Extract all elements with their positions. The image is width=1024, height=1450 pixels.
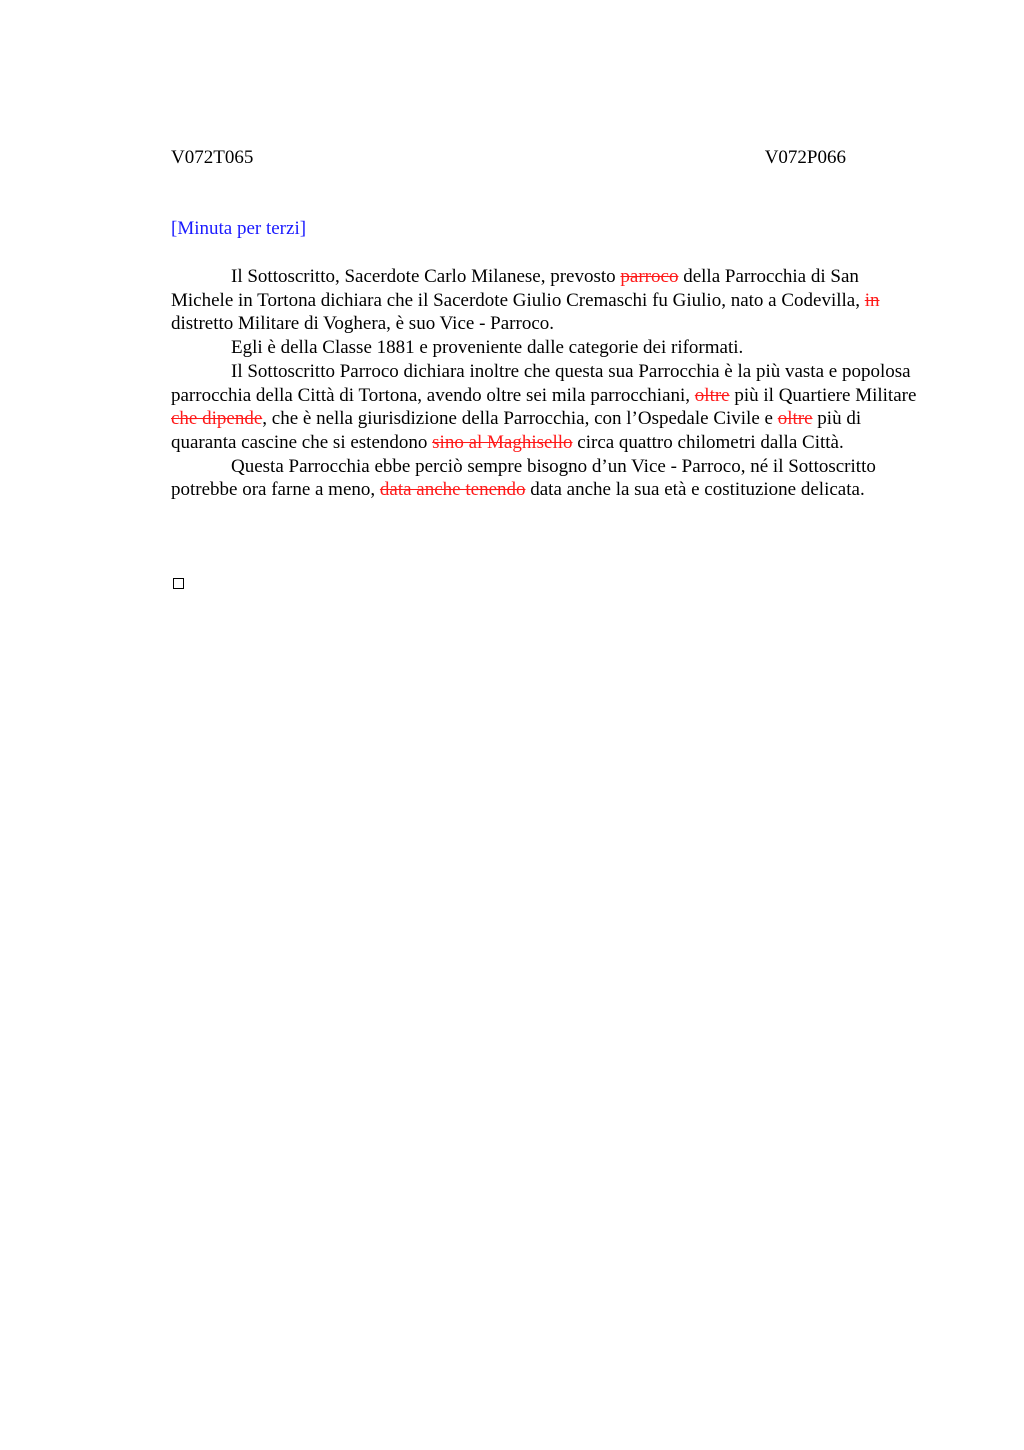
- deleted-text: data anche tenendo: [379, 479, 526, 501]
- text-segment: Egli è della Classe 1881 e proveniente dalle categorie dei riformati.: [231, 337, 744, 359]
- editorial-note: [Minuta per terzi]: [171, 218, 307, 239]
- text-segment: della Parrocchia di San Michele in Tortona dichiara che il Sacerdote Giulio Cremaschi fu Giulio, nato a Codevilla,: [171, 266, 865, 311]
- text-segment: Questa Parrocchia ebbe perciò sempre bisogno d’un Vice - Parroco, né il Sottoscritto potrebbe ora farne a meno,: [171, 455, 876, 501]
- body-paragraph: [171, 336, 923, 360]
- left-reference-code: V072T065: [171, 147, 254, 168]
- document-header: [171, 146, 846, 172]
- text-segment: più il Quartiere Militare: [729, 384, 917, 406]
- deleted-text: oltre: [777, 408, 813, 430]
- body-paragraph: [171, 360, 923, 455]
- deleted-text: sino al Maghisello: [432, 431, 573, 453]
- text-segment: , che è nella giurisdizione della Parrocchia, con l’Ospedale Civile e: [262, 408, 778, 430]
- text-segment: distretto Militare di Voghera, è suo Vice - Parroco.: [171, 313, 554, 335]
- right-reference-code: V072P066: [764, 147, 846, 168]
- body-paragraph: [171, 265, 923, 336]
- square-outline-icon: [173, 578, 184, 589]
- deleted-text: che dipende: [171, 408, 263, 430]
- deleted-text: parroco: [620, 266, 679, 287]
- text-segment: più di quaranta cascine che si estendono: [171, 408, 862, 453]
- text-segment: Il Sottoscritto, Sacerdote Carlo Milanese, prevosto: [231, 266, 621, 287]
- body-paragraph: [171, 455, 923, 502]
- document-body: [171, 265, 923, 502]
- text-segment: data anche la sua età e costituzione delicata.: [525, 479, 865, 501]
- deleted-text: in: [864, 289, 880, 311]
- text-segment: Il Sottoscritto Parroco dichiara inoltre che questa sua Parrocchia è la più vasta e popolosa parrocchia della Città di Tortona, avendo oltre sei mila parrocchiani,: [171, 360, 911, 406]
- deleted-text: oltre: [694, 384, 730, 406]
- text-segment: circa quattro chilometri dalla Città.: [572, 431, 844, 453]
